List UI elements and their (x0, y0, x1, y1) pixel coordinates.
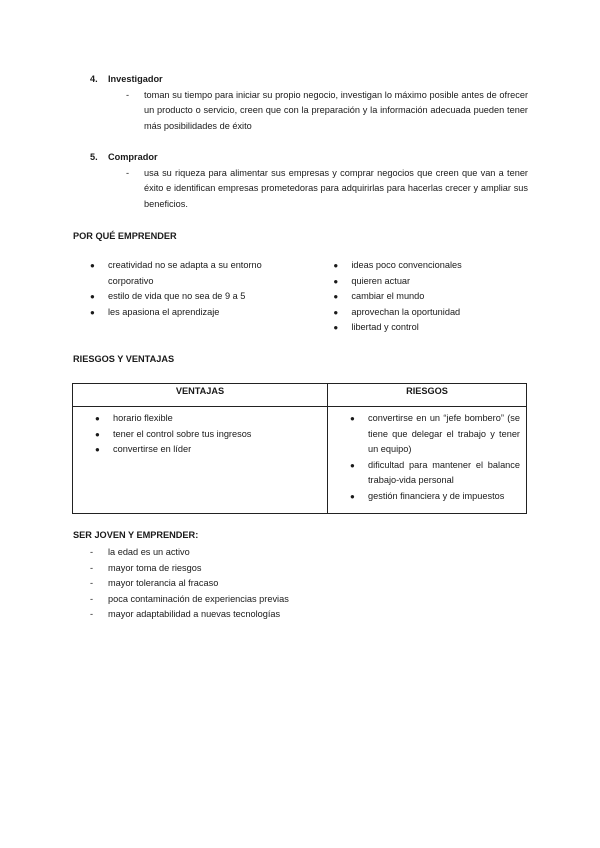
bullet-marker: ● (95, 429, 100, 439)
item-description (126, 88, 528, 135)
bullet-marker: ● (350, 460, 355, 470)
list-item-text: gestión financiera y de impuestos (368, 490, 505, 501)
item-description-text: toman su tiempo para iniciar su propio negocio, investigan lo máximo posible antes de ofrecer un producto o servicio, creen que con la preparación y la información adecuada pueden tener más posibilidades de éxito (144, 89, 528, 131)
list-item-text: tener el control sobre tus ingresos (113, 428, 252, 439)
list-item-text: quieren actuar (351, 275, 411, 286)
list-item-text: cambiar el mundo (351, 291, 425, 301)
numbered-title-row (90, 72, 528, 88)
list-item (90, 561, 390, 577)
why-right-column (333, 258, 510, 336)
list-item-text: ideas poco convencionales (351, 260, 462, 270)
list-item (95, 427, 321, 443)
list-item-text: mayor adaptabilidad a nuevas tecnologías (108, 609, 281, 619)
column-header-ventajas: VENTAJAS (73, 384, 328, 407)
list-item-text: estilo de vida que no sea de 9 a 5 (108, 291, 246, 301)
bullet-marker: ● (90, 307, 95, 317)
heading-por-que-emprender: POR QUÉ EMPRENDER (73, 231, 177, 241)
list-item (90, 576, 390, 592)
list-item-text: convertirse en un “jefe bombero” (se tiene que delegar el trabajo y tener un equipo) (368, 413, 520, 454)
bullet-marker: ● (333, 261, 339, 270)
bullet-marker: ● (333, 292, 339, 301)
numbered-item-comprador (90, 150, 528, 212)
list-item-text: convertirse en líder (113, 444, 192, 454)
item-title: Comprador (108, 152, 158, 162)
dash-marker: - (90, 578, 94, 588)
why-left-column (90, 258, 333, 336)
list-item-text: aprovechan la oportunidad (351, 306, 461, 317)
ventajas-cell (73, 407, 328, 514)
dash-marker: - (126, 89, 130, 100)
bullet-marker: ● (90, 261, 95, 270)
list-item (333, 274, 510, 290)
list-item (350, 489, 520, 505)
list-item-text: mayor tolerancia al fracaso (108, 578, 219, 588)
list-item (95, 411, 321, 427)
list-item (333, 305, 510, 321)
list-item (333, 258, 510, 274)
list-item (90, 607, 390, 623)
bullet-marker: ● (350, 491, 355, 501)
list-item-text: creatividad no se adapta a su entorno corporativo (108, 260, 262, 286)
list-item-text: poca contaminación de experiencias previas (108, 593, 289, 604)
dash-marker: - (90, 593, 94, 604)
bullet-marker: ● (333, 323, 339, 332)
column-header-riesgos: RIESGOS (328, 384, 527, 407)
list-item (90, 258, 290, 289)
bullet-marker: ● (333, 307, 339, 317)
numbered-item-investigador (90, 72, 528, 134)
list-item-text: dificultad para mantener el balance trabajo-vida personal (368, 459, 520, 485)
why-two-columns (90, 258, 510, 336)
numbered-title-row (90, 150, 528, 166)
dash-marker: - (90, 562, 94, 573)
bullet-marker: ● (90, 292, 95, 301)
list-item (350, 458, 520, 489)
item-number: 4. (90, 74, 98, 84)
table-header-row (73, 384, 527, 407)
bullet-marker: ● (333, 276, 339, 286)
dash-marker: - (90, 547, 94, 557)
list-item-text: libertad y control (351, 322, 419, 332)
table-row (73, 407, 527, 514)
list-item-text: la edad es un activo (108, 547, 190, 557)
list-item (90, 305, 333, 321)
item-description-text: usa su riqueza para alimentar sus empresas y comprar negocios que creen que van a tener éxito e identifican empresas prometedoras para adquirirlas para hacerlas crecer y ampliar sus beneficios. (144, 167, 528, 209)
list-item (90, 289, 333, 305)
bullet-marker: ● (350, 414, 355, 423)
list-item (350, 411, 520, 458)
bullet-marker: ● (95, 445, 100, 454)
list-item-text: les apasiona el aprendizaje (108, 306, 220, 317)
list-item (90, 545, 390, 561)
list-item (95, 442, 321, 458)
item-title: Investigador (108, 74, 163, 84)
list-item-text: horario flexible (113, 413, 173, 423)
item-number: 5. (90, 152, 98, 162)
riesgos-ventajas-table (72, 383, 527, 514)
heading-ser-joven: SER JOVEN Y EMPRENDER: (73, 530, 199, 540)
dash-marker: - (90, 609, 94, 619)
heading-riesgos-y-ventajas: RIESGOS Y VENTAJAS (73, 354, 175, 364)
list-item (333, 320, 510, 336)
list-item (333, 289, 510, 305)
bullet-marker: ● (95, 414, 100, 423)
young-list (90, 545, 390, 623)
riesgos-cell (328, 407, 527, 514)
list-item-text: mayor toma de riesgos (108, 562, 202, 573)
list-item (90, 592, 390, 608)
item-description (126, 166, 528, 213)
dash-marker: - (126, 167, 130, 178)
